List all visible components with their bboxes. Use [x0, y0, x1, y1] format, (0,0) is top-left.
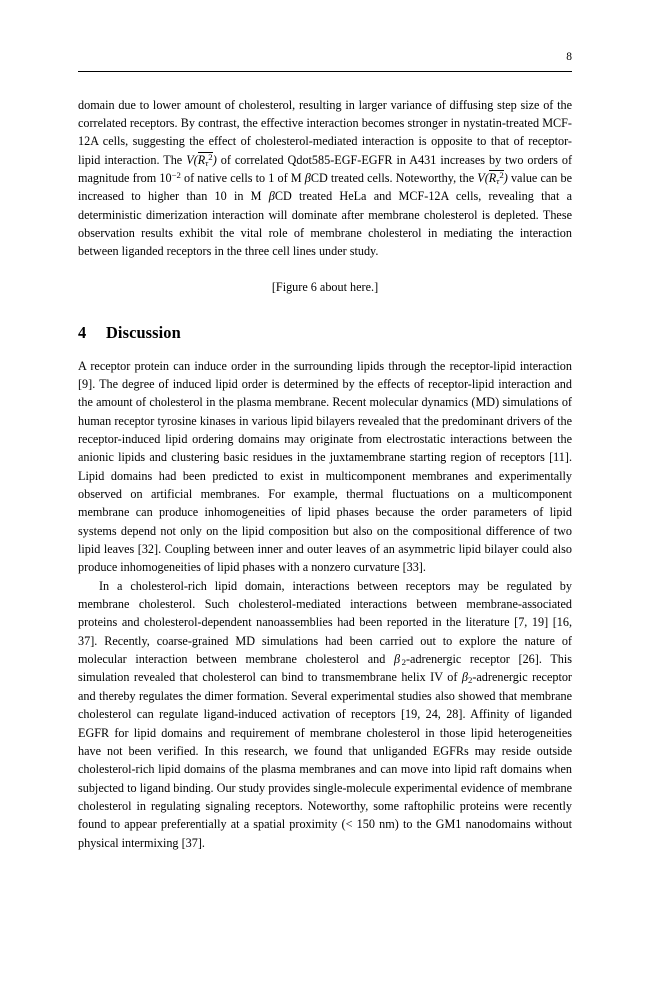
- page-content: [78, 52, 572, 852]
- math-R-subscript: τ: [496, 176, 500, 187]
- section-heading: [78, 323, 572, 343]
- section-title: Discussion: [106, 322, 181, 342]
- beta-symbol: β: [268, 189, 275, 204]
- text-run: of native cells to 1 of M: [180, 170, 305, 185]
- math-R: R: [488, 170, 497, 185]
- paragraph-discussion-1: A receptor protein can induce order in the surrounding lipids through the receptor-lipid interaction [9]. The degree of induced lipid order is determined by the effects of receptor-lipid interaction and the amount of cholesterol in the plasma membrane. Recent molecular dynamics (MD) simulations of human receptor tyrosine kinases in various lipid bilayers revealed that the predominant drivers of the receptor-induced lipid ordering domains may originate from electrostatic interactions between the anionic lipids and clustering basic residues in the juxtamembrane starting region of receptors [11]. Lipid domains had been predicted to exist in multicomponent membranes and experimentally observed on artificial membranes. For example, thermal fluctuations on a multicomponent membrane can produce inhomogeneities of lipid phases because the order parameters of lipid systems depend not only on the lipid composition but also on the compositional difference of two lipid leaves [32]. Coupling between inner and outer leaves of an asymmetric lipid bilayer could also produce inhomogeneities of lipid phases with a nonzero curvature [33].: [78, 358, 572, 575]
- math-overline-group: [198, 152, 213, 166]
- beta-2-inline: [462, 670, 472, 684]
- math-variance-expression-2: [477, 171, 508, 185]
- text-run: value can be increased to higher than 10 in M: [78, 170, 573, 204]
- text-run: CD treated HeLa and MCF-12A cells, revealing that a deterministic dimerization interaction will dominate after membrane cholesterol is depleted. These observation results exhibit the vital role of membrane cholesterol in mediating the interaction between liganded receptors in the three cell lines under study.: [78, 189, 572, 259]
- text-run: -adrenergic receptor and thereby regulates the dimer formation. Several experimental studies also showed that membrane cholesterol can regulate ligand-induced activation of receptors [19, 24, 28]. Affinity of liganded EGFR for lipid domains and requirement of membrane cholesterol in those lipid heterogeneities have not been verified. In this research, we found that unliganded EGFRs may reside outside cholesterol-rich lipid domains of the plasma membranes and can move into lipid raft domains when subjected to ligand binding. Our study provides single-molecule experimental evidence of membrane cholesterol in regulating signaling receptors. Noteworthy, some raftophilic proteins were recently found to appear preferentially at a spatial proximity (< 150 nm) to the GM1 nanodomains without physical intermixing [37].: [78, 670, 572, 850]
- figure-placement-note: [Figure 6 about here.]: [271, 279, 379, 294]
- text-run: CD treated cells. Noteworthy, the: [310, 170, 478, 185]
- beta-subscript: 2: [467, 675, 473, 686]
- math-V-close: ): [503, 170, 508, 185]
- beta-symbol: β: [304, 170, 311, 185]
- math-R: R: [197, 152, 206, 167]
- exponent-minus-two: −2: [171, 169, 181, 180]
- text-run: In a cholesterol-rich lipid domain, interactions between receptors may be regulated by membrane cholesterol. Such cholesterol-mediated interactions between membrane-associated proteins and cholesterol-dependent nanoassemblies had been reported in the literature [7, 19] [16, 37]. Recently, coarse-grained MD simulations had been carried out to explore the nature of molecular interaction between membrane cholesterol and: [78, 578, 572, 667]
- text-run: domain due to lower amount of cholesterol, resulting in larger variance of diffusing step size of the correlated receptors. By contrast, the effective interaction becomes stronger in nystatin-treated MCF-12A cells, suggesting the effect of cholesterol-mediated interaction is opposite to that of receptor-lipid interaction. The: [78, 97, 572, 167]
- section-number: 4: [78, 322, 87, 342]
- math-V-open: V(: [186, 152, 198, 167]
- beta-symbol: β: [394, 652, 401, 667]
- paragraph-discussion-2: [78, 577, 572, 852]
- math-variance-expression-1: [186, 153, 217, 167]
- math-R-superscript: 2: [499, 169, 504, 180]
- math-overline-group: [488, 169, 504, 187]
- math-R-superscript: 2: [208, 151, 213, 162]
- text-run: of correlated Qdot585-EGF-EGFR in A431 increases by two orders of magnitude from 10: [78, 152, 573, 185]
- paragraph-continued: [78, 96, 572, 261]
- beta-subscript: 2: [401, 656, 406, 667]
- math-V-close: ): [212, 152, 217, 167]
- text-run: -adrenergic receptor [26]. This simulation revealed that cholesterol can bind to transmembrane helix IV of: [78, 652, 572, 685]
- header-rule: [78, 71, 572, 72]
- page-header: [78, 52, 572, 72]
- page-number: 8: [566, 51, 572, 63]
- beta-2-inline-spaced: [394, 652, 406, 666]
- math-V-open: V(: [477, 170, 489, 185]
- beta-symbol: β: [461, 670, 468, 685]
- math-R-subscript: τ: [205, 157, 209, 168]
